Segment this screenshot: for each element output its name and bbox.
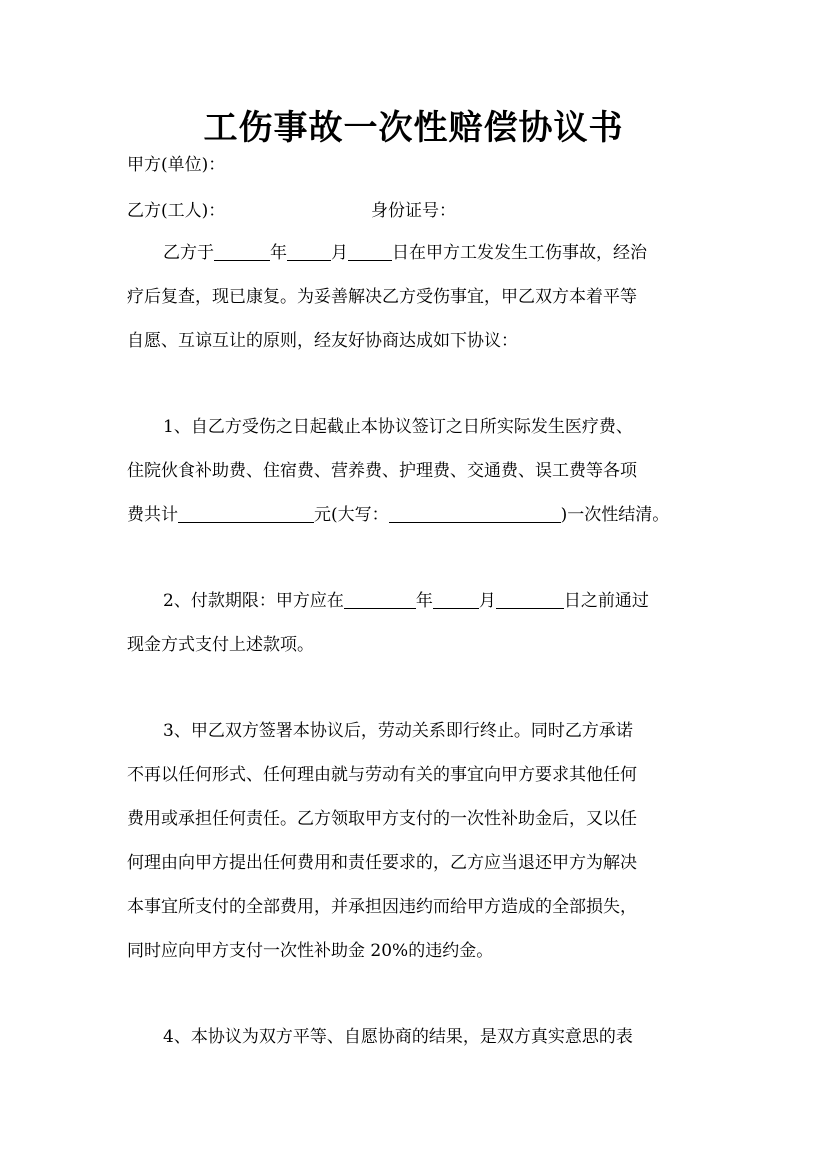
payment-month-blank: [433, 588, 479, 609]
amount-in-words-blank: [389, 502, 561, 523]
clause3-line-3: 费用或承担任何责任。乙方领取甲方支付的一次性补助金后，又以任: [127, 809, 637, 829]
intro-line-3: 自愿、互谅互让的原则，经友好协商达成如下协议：: [127, 331, 518, 351]
year-text: 年: [270, 243, 287, 263]
payment-year-blank: [344, 588, 416, 609]
clause1-text: 元(大写：: [314, 505, 389, 525]
clause1-line-2: 住院伙食补助费、住宿费、营养费、护理费、交通费、误工费等各项: [127, 461, 637, 481]
clause1-line-3: [127, 502, 707, 528]
clause3-line-1: 3、甲乙双方签署本协议后，劳动关系即行终止。同时乙方承诺: [163, 721, 633, 741]
clause3-line-2: 不再以任何形式、任何理由就与劳动有关的事宜向甲方要求其他任何: [127, 765, 637, 785]
payment-day-blank: [496, 588, 564, 609]
document-title: 工伤事故一次性赔偿协议书: [203, 108, 624, 148]
clause3-line-6: 同时应向甲方支付一次性补助金 20%的违约金。: [127, 941, 494, 961]
clause2-line-1: [127, 588, 707, 614]
accident-day-blank: [348, 240, 392, 261]
clause1-line-1: 1、自乙方受伤之日起截止本协议签订之日所实际发生医疗费、: [163, 417, 633, 437]
clause4-line-1: 4、本协议为双方平等、自愿协商的结果，是双方真实意思的表: [163, 1027, 633, 1047]
intro-text: 日在甲方工发发生工伤事故，经治: [392, 243, 647, 263]
clause2-text: 日之前通过: [563, 591, 649, 611]
clause2-line-2: 现金方式支付上述款项。: [127, 635, 314, 655]
party-b-label: 乙方(工人)：: [127, 201, 226, 221]
accident-year-blank: [214, 240, 270, 261]
year-text: 年: [415, 591, 433, 611]
intro-line-2: 疗后复查，现已康复。为妥善解决乙方受伤事宜，甲乙双方本着平等: [127, 287, 637, 307]
intro-text: 乙方于: [163, 243, 214, 263]
clause1-text: )一次性结清。: [560, 505, 670, 525]
party-b-line: [127, 198, 707, 224]
clause1-text: 费共计: [127, 505, 178, 525]
party-a-line: [127, 152, 707, 178]
clause3-line-5: 本事宜所支付的全部费用，并承担因违约而给甲方造成的全部损失，: [127, 897, 637, 917]
month-text: 月: [478, 591, 496, 611]
clause2-text: 2、付款期限：甲方应在: [163, 591, 344, 611]
month-text: 月: [331, 243, 348, 263]
clause3-line-4: 何理由向甲方提出任何费用和责任要求的，乙方应当退还甲方为解决: [127, 853, 637, 873]
amount-blank: [178, 502, 314, 523]
id-number-label: 身份证号：: [371, 201, 456, 221]
accident-month-blank: [287, 240, 331, 261]
intro-line-1: [127, 240, 707, 266]
party-a-label: 甲方(单位)：: [127, 155, 226, 175]
